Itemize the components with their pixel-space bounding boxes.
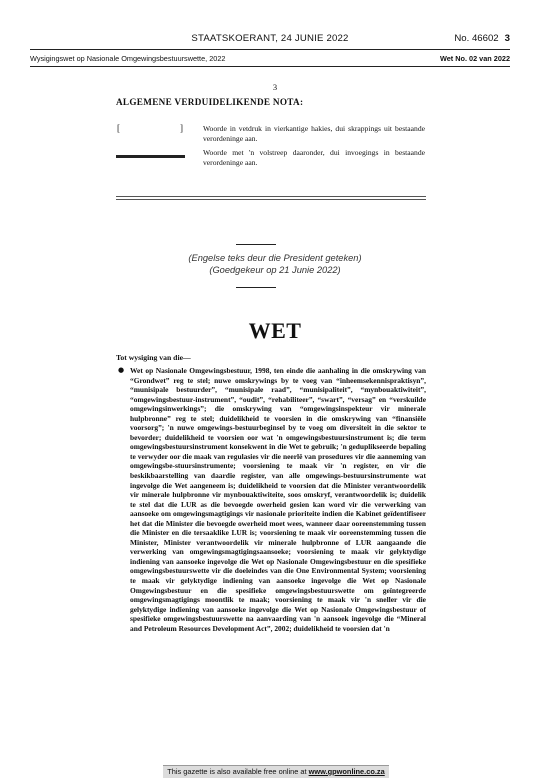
act-intro: Tot wysiging van die— <box>116 353 191 362</box>
underline-sample <box>116 155 185 158</box>
act-heading: WET <box>248 318 302 343</box>
header-rule <box>30 49 510 50</box>
act-long-title <box>130 366 426 633</box>
footer-text: This gazette is also available free online at <box>167 767 307 776</box>
note-deletions-text: Woorde in vetdruk in vierkantige hakies, dui skrappings uit bestaande verordeninge aan. <box>203 124 425 143</box>
act-short-title: Wysigingswet op Nasionale Omgewingsbestuurswette, 2022 <box>30 54 226 63</box>
signing-rule-top <box>236 244 276 245</box>
act-number: Wet No. 02 van 2022 <box>439 54 510 63</box>
running-subheader <box>30 54 510 63</box>
footer-link[interactable]: www.gpwonline.co.za <box>308 767 385 776</box>
assent-date: (Goedgekeur op 21 Junie 2022) <box>209 265 341 275</box>
signing-note: (Engelse teks deur die President geteken) <box>188 253 362 263</box>
issue-number: No. 46602 <box>454 33 499 44</box>
double-rule-top <box>116 196 426 197</box>
long-title-paragraph: Wet op Nasionale Omgewingsbestuur, 1998, ten einde die aanhaling in die omskrywing van “Grondwet” reg te stel; nuwe omskrywings by te voeg van “inheemsekennispraktisyn”, “munisipale bestuurder”, “munisipale raad”, “munisipaliteit”, “mynbouaktiwiteit”, “omgewingsbestuur-instrument”, “oudit”, “rehabiliteer”, “swart”, “versag” en “verskuilde omgewingsinwerkings”; die omskrywing van “omgewingsinspekteur vir minerale hulpbronne” reg te stel; duidelikheid te voorsien in die omskrywing van “finansiële voorsorg”; 'n nuwe omgewings-bestuurbeginsel by te voeg om diversiteit in die sektor te bevorder; duidelikheid te voorsien oor wat 'n omgewingsbestuursinstrument is; die term omgewingsbestuursinstrument konsekwent in die Wet te gebruik; 'n geduplikseerde bepaling te verwyder oor die maak van regulasies vir die neerlê van prosedures vir die aanneming van omgewingsbe-stuursinstrumente; voorsiening te maak vir 'n register, en vir die beskikbaarstelling van daardie register, van alle omgewings-bestuursinstrumente wat ingevolge die Wet aangeneem is; duidelikheid te voorsien dat die Minister verantwoordelik vir minerale hulpbronne vir mynbouaktiwiteite, soos omskryf, verantwoordelik is; duidelik te stel dat die LUR as die bevoegde owerheid gesien kan word vir die verwerking van aansoeke om omgewingsmagtigings vir nasionale prioriteite indien die Kabinet geïdentifiseer het dat die Minister die bevoegde owerheid moet wees, wanneer daar ooreenstemming tussen die Minister en die tersaaklike LUR is; voorsiening te maak vir ooreenstemming tussen die Minister, Minister verantwoordelik vir minerale hulpbronne of LUR aangaande die verwerking van omgewingsmagtigingsaansoeke; voorsiening te maak vir gelyktydige indiening van aansoeke ingevolge die Wet op Nasionale Omgewingsbestuur en die spesifieke omgewingsbestuurswette vir die doeleindes van die One Environmental System; voorsiening te maak vir gelyktydige indiening van aansoeke ingevolge die Wet op Nasionale Omgewingsbestuur en die spesifieke omgewingsbestuurswette om geïntegreerde omgewingsmagtigings moontlik te maak; voorsiening te maak vir 'n sneller vir die gelyktydige indiening van aansoeke ingevolge die Wet op Nasionale Omgewingsbestuur of spesifieke omgewingsbestuurswette na aanvaarding van 'n aansoek ingevolge die “Mineral and Petroleum Resources Development Act”, 2002; duidelikheid te voorsien dat 'n <box>130 366 426 633</box>
subheader-rule <box>30 66 510 67</box>
issue-and-page <box>454 33 510 44</box>
header-page-number: 3 <box>504 33 510 44</box>
signing-rule-bottom <box>236 287 276 288</box>
note-insertions-text: Woorde met 'n volstreep daaronder, dui invoegings in bestaande verordeninge aan. <box>203 148 425 167</box>
double-rule-bottom <box>116 199 426 200</box>
bullet-icon: ● <box>118 366 125 374</box>
gazette-footer <box>163 765 389 778</box>
page-number: 3 <box>272 82 278 92</box>
bracket-close: ] <box>180 123 183 133</box>
bracket-open: [ <box>117 123 120 133</box>
gazette-header <box>30 33 510 47</box>
note-title: ALGEMENE VERDUIDELIKENDE NOTA: <box>116 97 304 107</box>
gazette-title: STAATSKOERANT, 24 JUNIE 2022 <box>191 33 349 44</box>
